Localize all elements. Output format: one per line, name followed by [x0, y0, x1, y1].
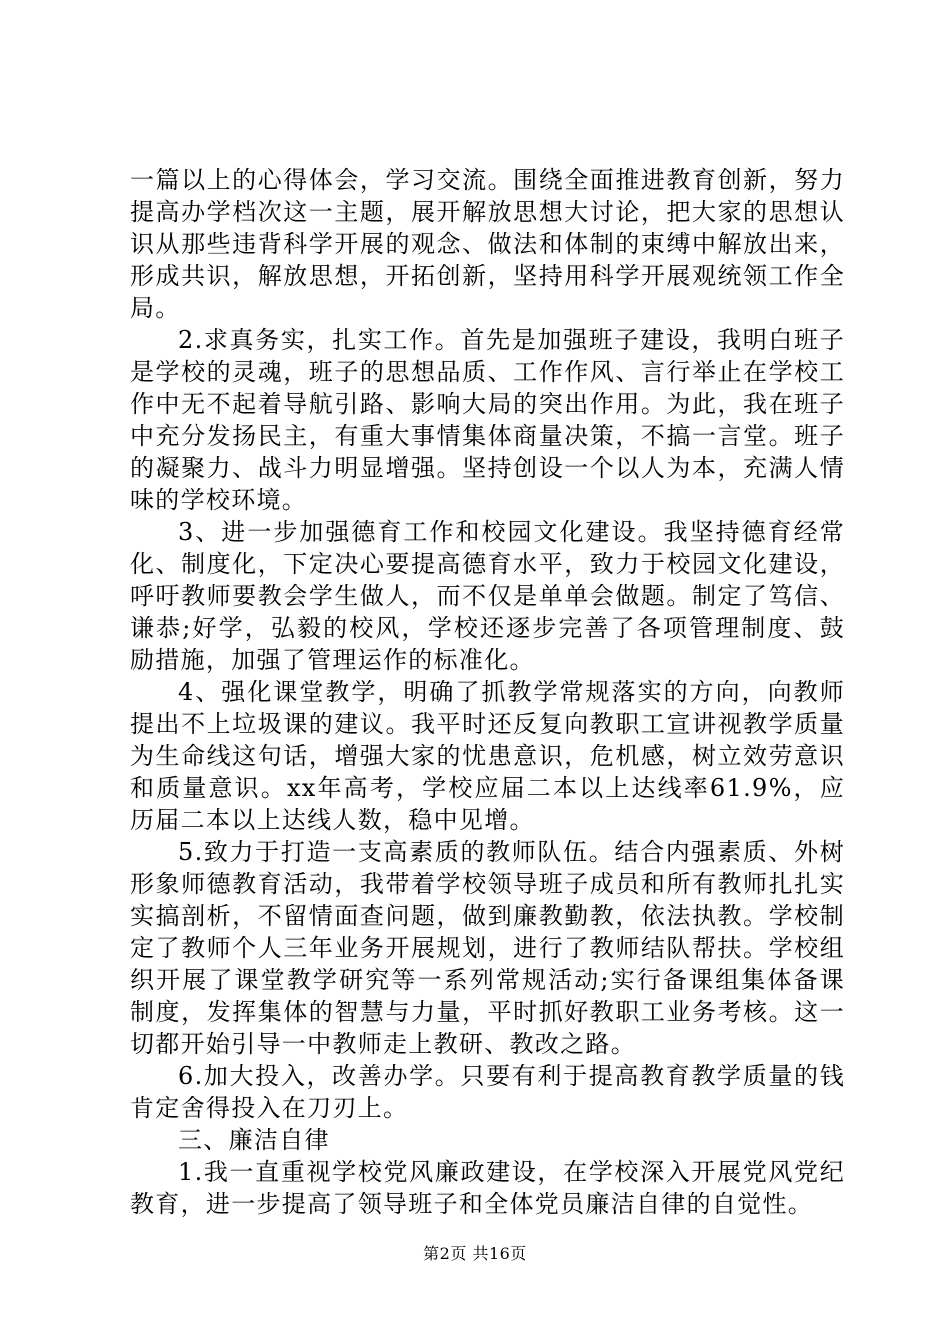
- paragraph-investment: 6.加大投入，改善办学。只要有利于提高教育教学质量的钱肯定舍得投入在刀刃上。: [130, 1062, 845, 1122]
- paragraph-teacher-team: 5.致力于打造一支高素质的教师队伍。结合内强素质、外树形象师德教育活动，我带着学校领导班子成员和所有教师扎扎实实搞剖析，不留情面查问题，做到廉教勤教，依法执教。学校制定了教师个人三年业务开展规划，进行了教师结队帮扶。学校组织开展了课堂教学研究等一系列常规活动;实行备课组集体备课制度，发挥集体的智慧与力量，平时抓好教职工业务考核。这一切都开始引导一中教师走上教研、教改之路。: [130, 838, 845, 1058]
- paragraph-classroom-teaching: 4、强化课堂教学，明确了抓教学常规落实的方向，向教师提出不上垃圾课的建议。我平时还反复向教职工宣讲视教学质量为生命线这句话，增强大家的忧患意识，危机感，树立效劳意识和质量意识。xx年高考，学校应届二本以上达线率61.9%，应历届二本以上达线人数，稳中见增。: [130, 678, 845, 834]
- paragraph-pragmatic-work: 2.求真务实，扎实工作。首先是加强班子建设，我明白班子是学校的灵魂，班子的思想品质、工作作风、言行举止在学校工作中无不起着导航引路、影响大局的突出作用。为此，我在班子中充分发扬民主，有重大事情集体商量决策，不搞一言堂。班子的凝聚力、战斗力明显增强。坚持创设一个以人为本，充满人情味的学校环境。: [130, 326, 845, 514]
- section-heading-integrity: 三、廉洁自律: [178, 1126, 330, 1154]
- paragraph-party-integrity: 1.我一直重视学校党风廉政建设，在学校深入开展党风党纪教育，进一步提高了领导班子和全体党员廉洁自律的自觉性。: [130, 1158, 845, 1218]
- paragraph-moral-education: 3、进一步加强德育工作和校园文化建设。我坚持德育经常化、制度化，下定决心要提高德育水平，致力于校园文化建设，呼吁教师要教会学生做人，而不仅是单单会做题。制定了笃信、谦恭;好学，弘毅的校风，学校还逐步完善了各项管理制度、鼓励措施，加强了管理运作的标准化。: [130, 518, 845, 674]
- document-body: [130, 164, 845, 1220]
- paragraph-study-exchange: 一篇以上的心得体会，学习交流。围绕全面推进教育创新，努力提高办学档次这一主题，展开解放思想大讨论，把大家的思想认识从那些违背科学开展的观念、做法和体制的束缚中解放出来，形成共识，解放思想，开拓创新，坚持用科学开展观统领工作全局。: [130, 166, 845, 322]
- page-number-footer: 第2页 共16页: [423, 1244, 527, 1263]
